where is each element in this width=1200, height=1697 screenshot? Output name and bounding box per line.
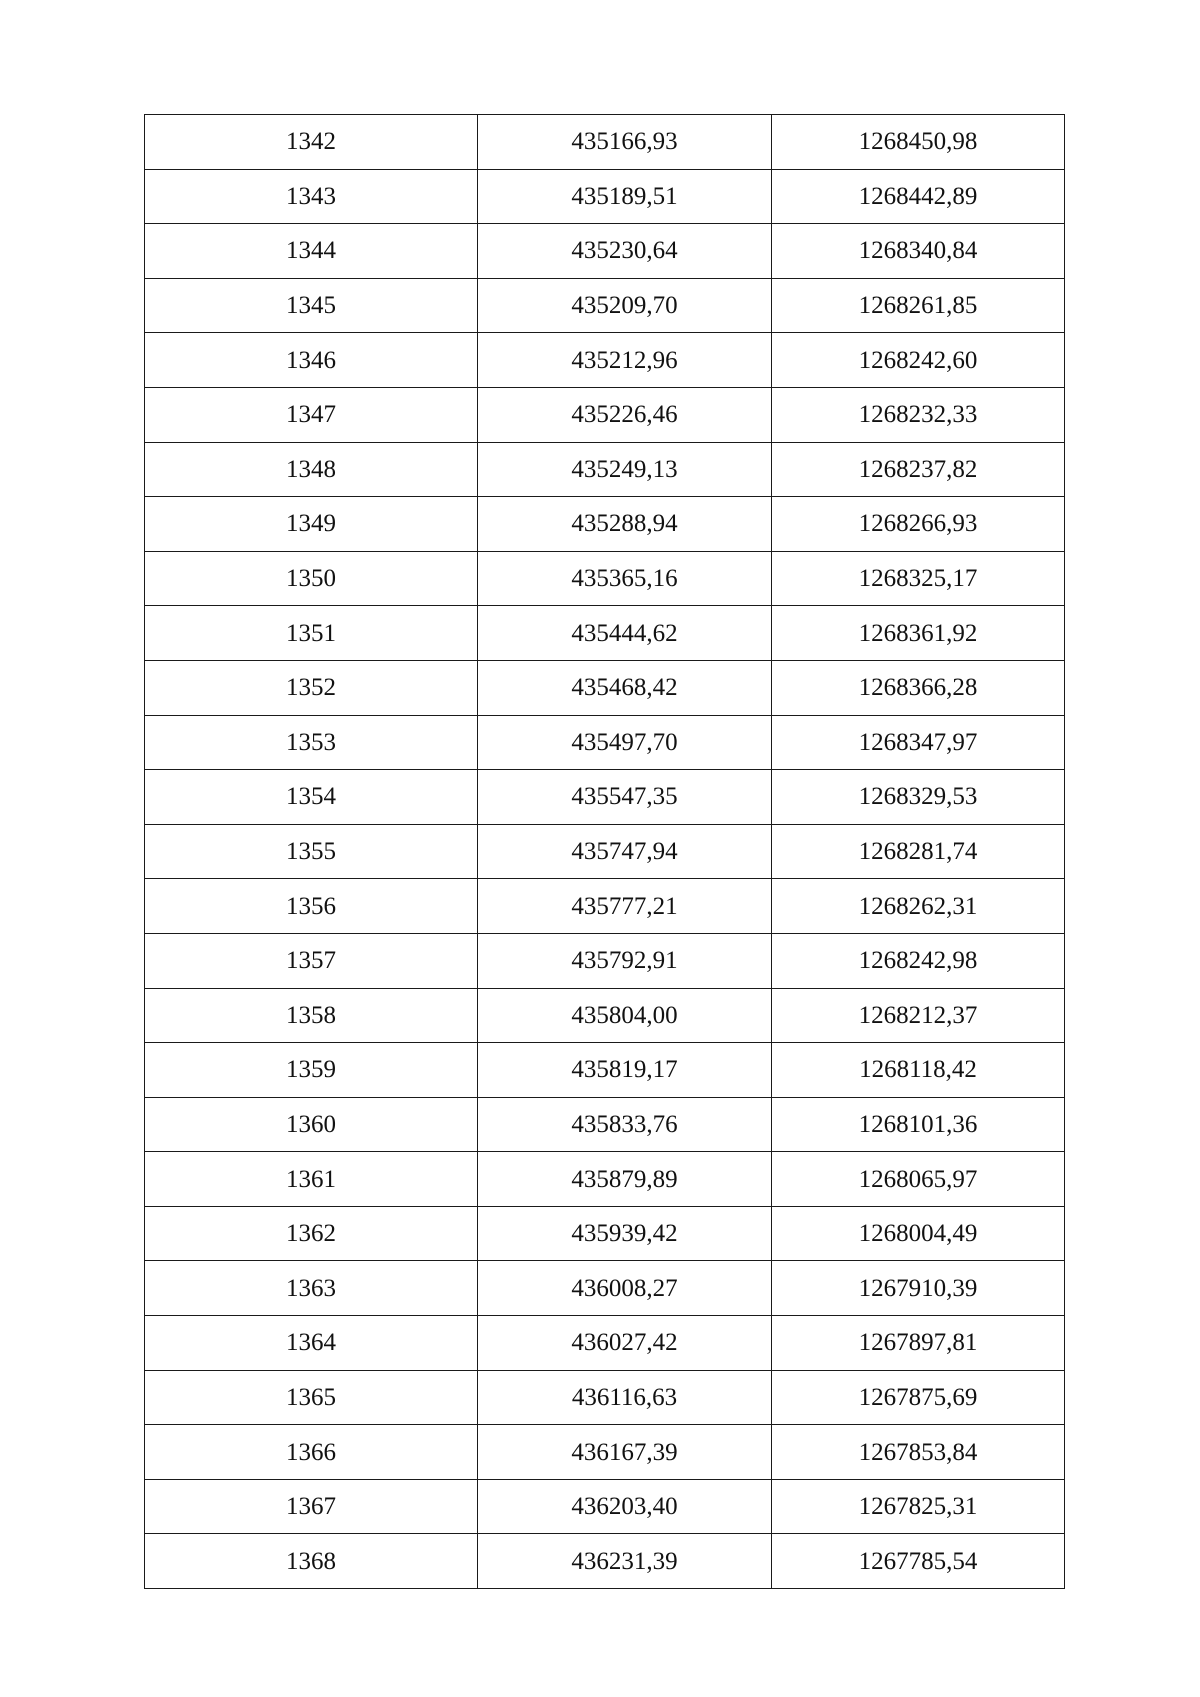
x-coordinate-cell: 435747,94 bbox=[478, 824, 772, 879]
x-coordinate-cell: 436008,27 bbox=[478, 1261, 772, 1316]
y-coordinate-cell: 1268450,98 bbox=[772, 115, 1065, 170]
point-number-cell: 1344 bbox=[145, 224, 478, 279]
table-row bbox=[145, 1097, 1065, 1152]
table-row bbox=[145, 1534, 1065, 1589]
point-number-cell: 1351 bbox=[145, 606, 478, 661]
x-coordinate-cell: 435468,42 bbox=[478, 660, 772, 715]
table-row bbox=[145, 224, 1065, 279]
table-row bbox=[145, 387, 1065, 442]
x-coordinate-cell: 435288,94 bbox=[478, 497, 772, 552]
x-coordinate-cell: 435249,13 bbox=[478, 442, 772, 497]
table-row bbox=[145, 1370, 1065, 1425]
x-coordinate-cell: 436231,39 bbox=[478, 1534, 772, 1589]
y-coordinate-cell: 1268232,33 bbox=[772, 387, 1065, 442]
table-row bbox=[145, 1425, 1065, 1480]
point-number-cell: 1355 bbox=[145, 824, 478, 879]
table-row bbox=[145, 1316, 1065, 1371]
table-row bbox=[145, 278, 1065, 333]
point-number-cell: 1364 bbox=[145, 1316, 478, 1371]
y-coordinate-cell: 1268325,17 bbox=[772, 551, 1065, 606]
y-coordinate-cell: 1268237,82 bbox=[772, 442, 1065, 497]
x-coordinate-cell: 435792,91 bbox=[478, 933, 772, 988]
x-coordinate-cell: 435212,96 bbox=[478, 333, 772, 388]
point-number-cell: 1356 bbox=[145, 879, 478, 934]
point-number-cell: 1350 bbox=[145, 551, 478, 606]
y-coordinate-cell: 1268266,93 bbox=[772, 497, 1065, 552]
x-coordinate-cell: 435497,70 bbox=[478, 715, 772, 770]
table-row bbox=[145, 715, 1065, 770]
y-coordinate-cell: 1268442,89 bbox=[772, 169, 1065, 224]
y-coordinate-cell: 1267897,81 bbox=[772, 1316, 1065, 1371]
x-coordinate-cell: 435226,46 bbox=[478, 387, 772, 442]
point-number-cell: 1349 bbox=[145, 497, 478, 552]
x-coordinate-cell: 435365,16 bbox=[478, 551, 772, 606]
table-row bbox=[145, 1479, 1065, 1534]
x-coordinate-cell: 435166,93 bbox=[478, 115, 772, 170]
table-row bbox=[145, 606, 1065, 661]
point-number-cell: 1343 bbox=[145, 169, 478, 224]
point-number-cell: 1346 bbox=[145, 333, 478, 388]
x-coordinate-cell: 435819,17 bbox=[478, 1043, 772, 1098]
y-coordinate-cell: 1267853,84 bbox=[772, 1425, 1065, 1480]
point-number-cell: 1368 bbox=[145, 1534, 478, 1589]
point-number-cell: 1360 bbox=[145, 1097, 478, 1152]
x-coordinate-cell: 435547,35 bbox=[478, 770, 772, 825]
table-row bbox=[145, 933, 1065, 988]
y-coordinate-cell: 1268281,74 bbox=[772, 824, 1065, 879]
table-row bbox=[145, 115, 1065, 170]
x-coordinate-cell: 435879,89 bbox=[478, 1152, 772, 1207]
y-coordinate-cell: 1268340,84 bbox=[772, 224, 1065, 279]
x-coordinate-cell: 435804,00 bbox=[478, 988, 772, 1043]
y-coordinate-cell: 1268242,60 bbox=[772, 333, 1065, 388]
x-coordinate-cell: 435189,51 bbox=[478, 169, 772, 224]
point-number-cell: 1353 bbox=[145, 715, 478, 770]
point-number-cell: 1365 bbox=[145, 1370, 478, 1425]
x-coordinate-cell: 435209,70 bbox=[478, 278, 772, 333]
x-coordinate-cell: 436116,63 bbox=[478, 1370, 772, 1425]
x-coordinate-cell: 435939,42 bbox=[478, 1206, 772, 1261]
point-number-cell: 1367 bbox=[145, 1479, 478, 1534]
table-row bbox=[145, 1043, 1065, 1098]
x-coordinate-cell: 435833,76 bbox=[478, 1097, 772, 1152]
table-row bbox=[145, 551, 1065, 606]
table-row bbox=[145, 879, 1065, 934]
point-number-cell: 1366 bbox=[145, 1425, 478, 1480]
table-row bbox=[145, 988, 1065, 1043]
table-row bbox=[145, 442, 1065, 497]
y-coordinate-cell: 1268366,28 bbox=[772, 660, 1065, 715]
y-coordinate-cell: 1267785,54 bbox=[772, 1534, 1065, 1589]
table-row bbox=[145, 1152, 1065, 1207]
coordinates-table bbox=[144, 114, 1065, 1589]
table-row bbox=[145, 1261, 1065, 1316]
y-coordinate-cell: 1268261,85 bbox=[772, 278, 1065, 333]
table-row bbox=[145, 169, 1065, 224]
point-number-cell: 1345 bbox=[145, 278, 478, 333]
point-number-cell: 1362 bbox=[145, 1206, 478, 1261]
table-row bbox=[145, 660, 1065, 715]
y-coordinate-cell: 1268065,97 bbox=[772, 1152, 1065, 1207]
point-number-cell: 1359 bbox=[145, 1043, 478, 1098]
y-coordinate-cell: 1268242,98 bbox=[772, 933, 1065, 988]
point-number-cell: 1357 bbox=[145, 933, 478, 988]
table-row bbox=[145, 1206, 1065, 1261]
point-number-cell: 1363 bbox=[145, 1261, 478, 1316]
table-row bbox=[145, 770, 1065, 825]
point-number-cell: 1361 bbox=[145, 1152, 478, 1207]
x-coordinate-cell: 436167,39 bbox=[478, 1425, 772, 1480]
point-number-cell: 1358 bbox=[145, 988, 478, 1043]
y-coordinate-cell: 1268004,49 bbox=[772, 1206, 1065, 1261]
point-number-cell: 1354 bbox=[145, 770, 478, 825]
coordinates-table-body bbox=[145, 115, 1065, 1589]
y-coordinate-cell: 1268329,53 bbox=[772, 770, 1065, 825]
x-coordinate-cell: 435777,21 bbox=[478, 879, 772, 934]
y-coordinate-cell: 1268118,42 bbox=[772, 1043, 1065, 1098]
y-coordinate-cell: 1268262,31 bbox=[772, 879, 1065, 934]
point-number-cell: 1342 bbox=[145, 115, 478, 170]
y-coordinate-cell: 1267825,31 bbox=[772, 1479, 1065, 1534]
y-coordinate-cell: 1267910,39 bbox=[772, 1261, 1065, 1316]
table-row bbox=[145, 333, 1065, 388]
y-coordinate-cell: 1267875,69 bbox=[772, 1370, 1065, 1425]
x-coordinate-cell: 436027,42 bbox=[478, 1316, 772, 1371]
y-coordinate-cell: 1268101,36 bbox=[772, 1097, 1065, 1152]
y-coordinate-cell: 1268212,37 bbox=[772, 988, 1065, 1043]
point-number-cell: 1348 bbox=[145, 442, 478, 497]
point-number-cell: 1352 bbox=[145, 660, 478, 715]
x-coordinate-cell: 435444,62 bbox=[478, 606, 772, 661]
table-row bbox=[145, 824, 1065, 879]
point-number-cell: 1347 bbox=[145, 387, 478, 442]
y-coordinate-cell: 1268361,92 bbox=[772, 606, 1065, 661]
y-coordinate-cell: 1268347,97 bbox=[772, 715, 1065, 770]
x-coordinate-cell: 435230,64 bbox=[478, 224, 772, 279]
table-row bbox=[145, 497, 1065, 552]
x-coordinate-cell: 436203,40 bbox=[478, 1479, 772, 1534]
